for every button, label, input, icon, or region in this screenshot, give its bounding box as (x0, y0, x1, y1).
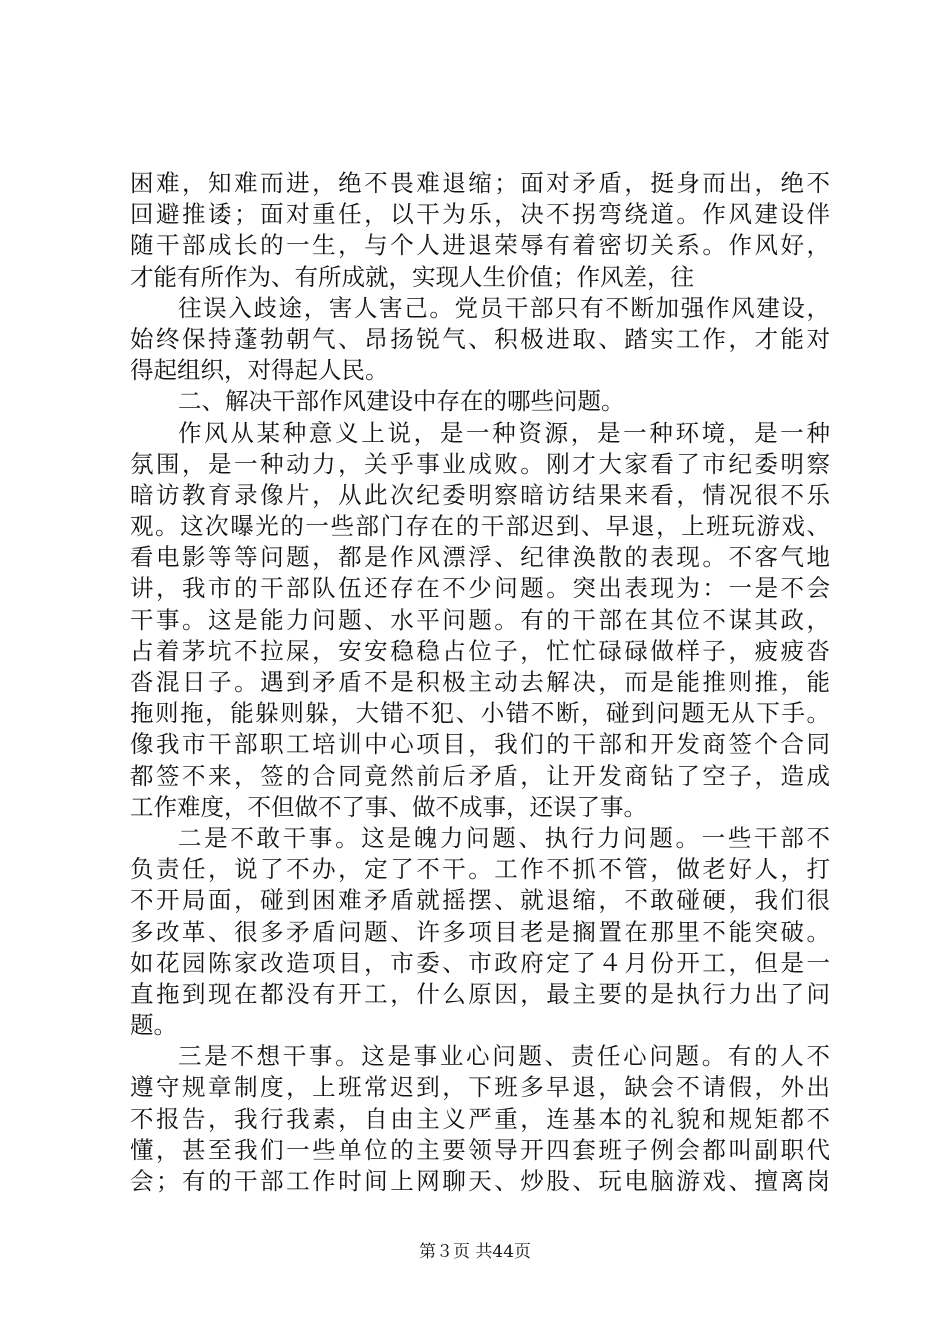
page-footer: 第３页 共44页 (418, 1242, 532, 1262)
text-line: 得起组织，对得起人民。 (130, 356, 389, 385)
text-line: 观。这次曝光的一些部门存在的干部迟到、早退，上班玩游戏、 (130, 512, 830, 541)
text-line: 二、解决干部作风建设中存在的哪些问题。 (178, 387, 625, 416)
text-line: 讲，我市的干部队伍还存在不少问题。突出表现为：一是不会 (130, 574, 830, 603)
text-line: 往误入歧途，害人害己。党员干部只有不断加强作风建设， (178, 293, 830, 322)
text-line: 暗访教育录像片，从此次纪委明察暗访结果来看，情况很不乐 (130, 480, 830, 509)
text-line: 始终保持蓬勃朝气、昂扬锐气、积极进取、踏实工作，才能对 (130, 324, 830, 353)
text-line: 随干部成长的一生，与个人进退荣辱有着密切关系。作风好， (130, 231, 830, 260)
text-line: 如花园陈家改造项目，市委、市政府定了４月份开工，但是一 (130, 948, 830, 977)
text-line: 直拖到现在都没有开工，什么原因，最主要的是执行力出了问 (130, 979, 830, 1008)
text-line: 会；有的干部工作时间上网聊天、炒股、玩电脑游戏、擅离岗 (130, 1167, 830, 1195)
text-line: 负责任，说了不办，定了不干。工作不抓不管，做老好人，打 (130, 855, 830, 884)
text-line: 像我市干部职工培训中心项目，我们的干部和开发商签个合同 (130, 730, 830, 759)
text-line: 多改革、很多矛盾问题、许多项目老是搁置在那里不能突破。 (130, 917, 830, 946)
text-line: 占着茅坑不拉屎，安安稳稳占位子，忙忙碌碌做样子，疲疲沓 (130, 636, 830, 665)
text-line: 看电影等等问题，都是作风漂浮、纪律涣散的表现。不客气地 (130, 543, 830, 572)
text-line: 氛围，是一种动力，关乎事业成败。刚才大家看了市纪委明察 (130, 449, 830, 478)
text-line: 拖则拖，能躲则躲，大错不犯、小错不断，碰到问题无从下手。 (130, 699, 830, 728)
text-line: 回避推诿；面对重任，以干为乐，决不拐弯绕道。作风建设伴 (130, 200, 830, 229)
text-line: 不报告，我行我素，自由主义严重，连基本的礼貌和规矩都不 (130, 1104, 830, 1133)
text-line: 困难，知难而进，绝不畏难退缩；面对矛盾，挺身而出，绝不 (130, 169, 830, 197)
text-line: 二是不敢干事。这是魄力问题、执行力问题。一些干部不 (178, 823, 830, 852)
text-line: 都签不来，签的合同竟然前后矛盾，让开发商钻了空子，造成 (130, 761, 830, 790)
text-line: 作风从某种意义上说，是一种资源，是一种环境，是一种 (178, 418, 830, 447)
text-line: 题。 (130, 1011, 177, 1040)
body-text (130, 168, 830, 1197)
text-line: 才能有所作为、有所成就，实现人生价值；作风差，往 (130, 262, 694, 291)
text-line: 沓混日子。遇到矛盾不是积极主动去解决，而是能推则推，能 (130, 668, 830, 696)
text-line: 遵守规章制度，上班常迟到，下班多早退，缺会不请假，外出 (130, 1073, 830, 1102)
text-line: 工作难度，不但做不了事、做不成事，还误了事。 (130, 792, 647, 821)
text-line: 干事。这是能力问题、水平问题。有的干部在其位不谋其政， (130, 605, 830, 634)
text-line: 懂，甚至我们一些单位的主要领导开四套班子例会都叫副职代 (130, 1135, 830, 1164)
text-line: 三是不想干事。这是事业心问题、责任心问题。有的人不 (178, 1042, 830, 1071)
text-line: 不开局面，碰到困难矛盾就摇摆、就退缩，不敢碰硬，我们很 (130, 886, 830, 915)
